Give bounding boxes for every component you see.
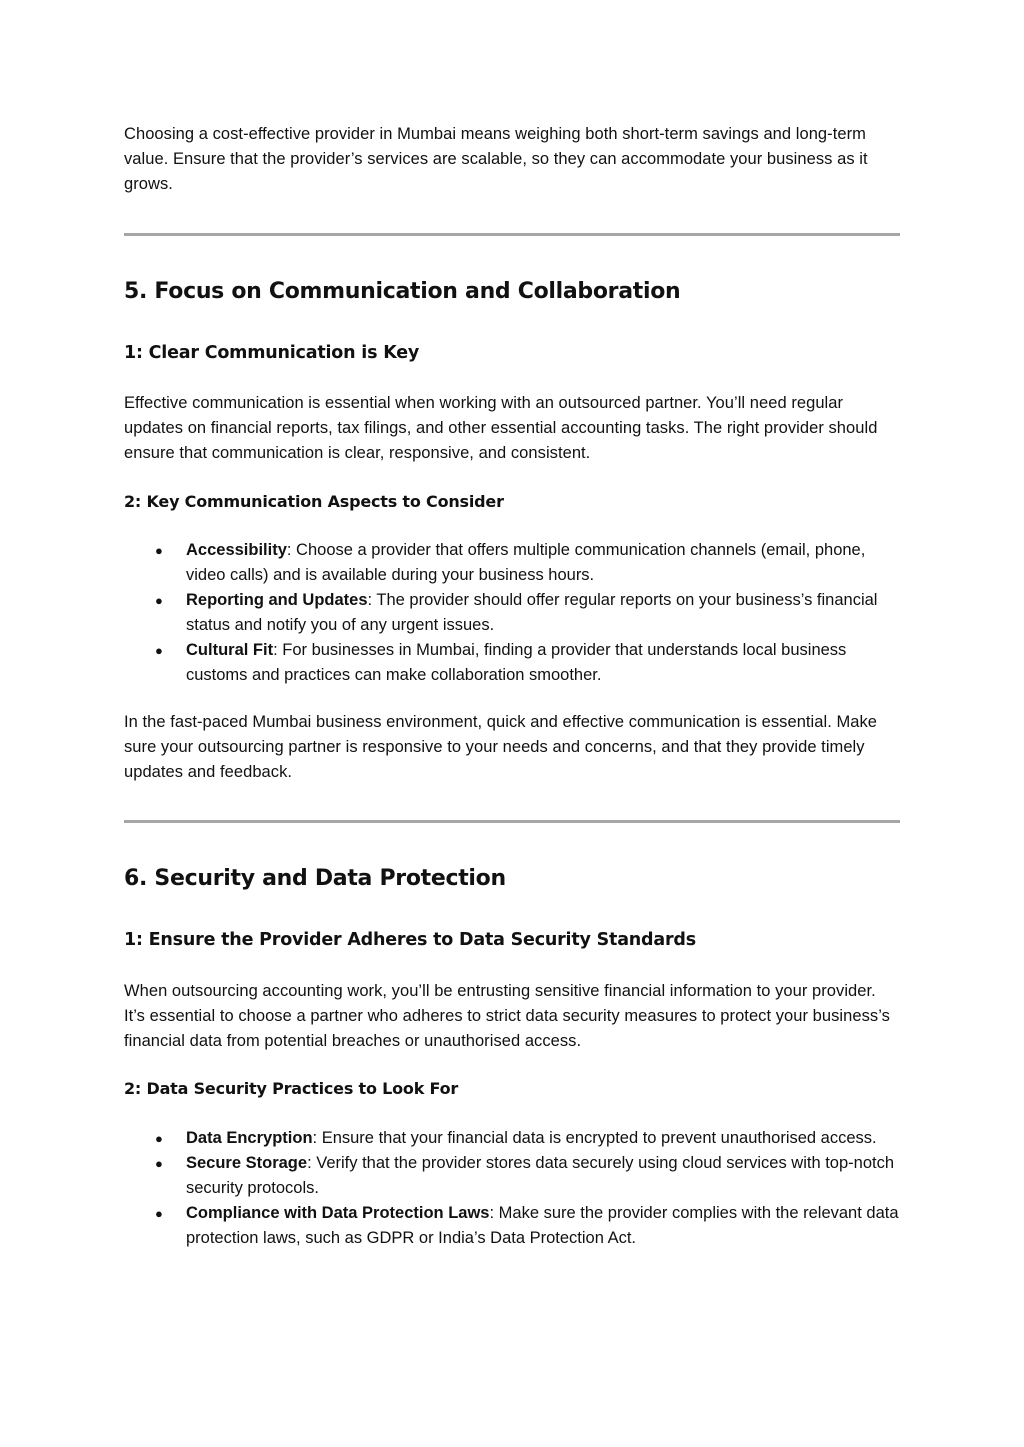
section-6-sub-1-heading: 1: Ensure the Provider Adheres to Data Security Standards xyxy=(124,930,696,950)
section-divider xyxy=(124,820,900,823)
list-item xyxy=(124,1126,900,1151)
list-item-term: Cultural Fit xyxy=(186,641,274,659)
list-item-term: Secure Storage xyxy=(186,1154,308,1172)
bullet-icon: ● xyxy=(155,643,163,658)
section-divider xyxy=(124,233,900,236)
bullet-icon: ● xyxy=(155,543,163,558)
section-5-heading: 5. Focus on Communication and Collaboration xyxy=(124,279,681,304)
intro-paragraph: Choosing a cost-effective provider in Mumbai means weighing both short-term savings and long-term value. Ensure that the provider’s services are scalable, so they can accommodate your business as it grows. xyxy=(124,125,868,193)
section-6-heading: 6. Security and Data Protection xyxy=(124,866,506,891)
list-item xyxy=(124,588,900,638)
list-item-text: : Ensure that your financial data is encrypted to prevent unauthorised access. xyxy=(312,1129,877,1147)
list-item xyxy=(124,638,900,688)
security-practices-list xyxy=(124,1126,900,1251)
list-item xyxy=(124,1201,900,1251)
section-6-sub-2-heading: 2: Data Security Practices to Look For xyxy=(124,1079,459,1098)
list-item-term: Accessibility xyxy=(186,541,287,559)
list-item-text: : For businesses in Mumbai, finding a provider that understands local business customs and practices can make collaboration smoother. xyxy=(186,641,847,684)
list-item xyxy=(124,1151,900,1201)
communication-aspects-list xyxy=(124,538,900,688)
list-item-text: : Choose a provider that offers multiple communication channels (email, phone, video calls) and is available during your business hours. xyxy=(186,541,866,584)
list-item-term: Compliance with Data Protection Laws xyxy=(186,1204,490,1222)
bullet-icon: ● xyxy=(155,593,163,608)
section-5-sub-1-heading: 1: Clear Communication is Key xyxy=(124,343,420,363)
list-item-term: Reporting and Updates xyxy=(186,591,368,609)
list-item-text: : Verify that the provider stores data securely using cloud services with top-notch security protocols. xyxy=(186,1154,895,1197)
section-5-sub-2-heading: 2: Key Communication Aspects to Consider xyxy=(124,492,504,511)
section-6-sub-1-paragraph: When outsourcing accounting work, you’ll be entrusting sensitive financial information to your provider. It’s essential to choose a partner who adheres to strict data security measures to protect your business’s financial data from potential breaches or unauthorised access. xyxy=(124,982,890,1050)
list-item-term: Data Encryption xyxy=(186,1129,313,1147)
section-5-closing-paragraph: In the fast-paced Mumbai business environment, quick and effective communication is essential. Make sure your outsourcing partner is responsive to your needs and concerns, and that they provide timely updates and feedback. xyxy=(124,713,878,781)
list-item-text: : Make sure the provider complies with the relevant data protection laws, such as GDPR or India’s Data Protection Act. xyxy=(186,1204,899,1247)
bullet-icon: ● xyxy=(155,1131,163,1146)
section-5-sub-1-paragraph: Effective communication is essential when working with an outsourced partner. You’ll need regular updates on financial reports, tax filings, and other essential accounting tasks. The right provider should ensure that communication is clear, responsive, and consistent. xyxy=(124,394,878,462)
list-item-text: : The provider should offer regular reports on your business’s financial status and notify you of any urgent issues. xyxy=(186,591,878,634)
bullet-icon: ● xyxy=(155,1156,163,1171)
bullet-icon: ● xyxy=(155,1206,163,1221)
list-item xyxy=(124,538,900,588)
